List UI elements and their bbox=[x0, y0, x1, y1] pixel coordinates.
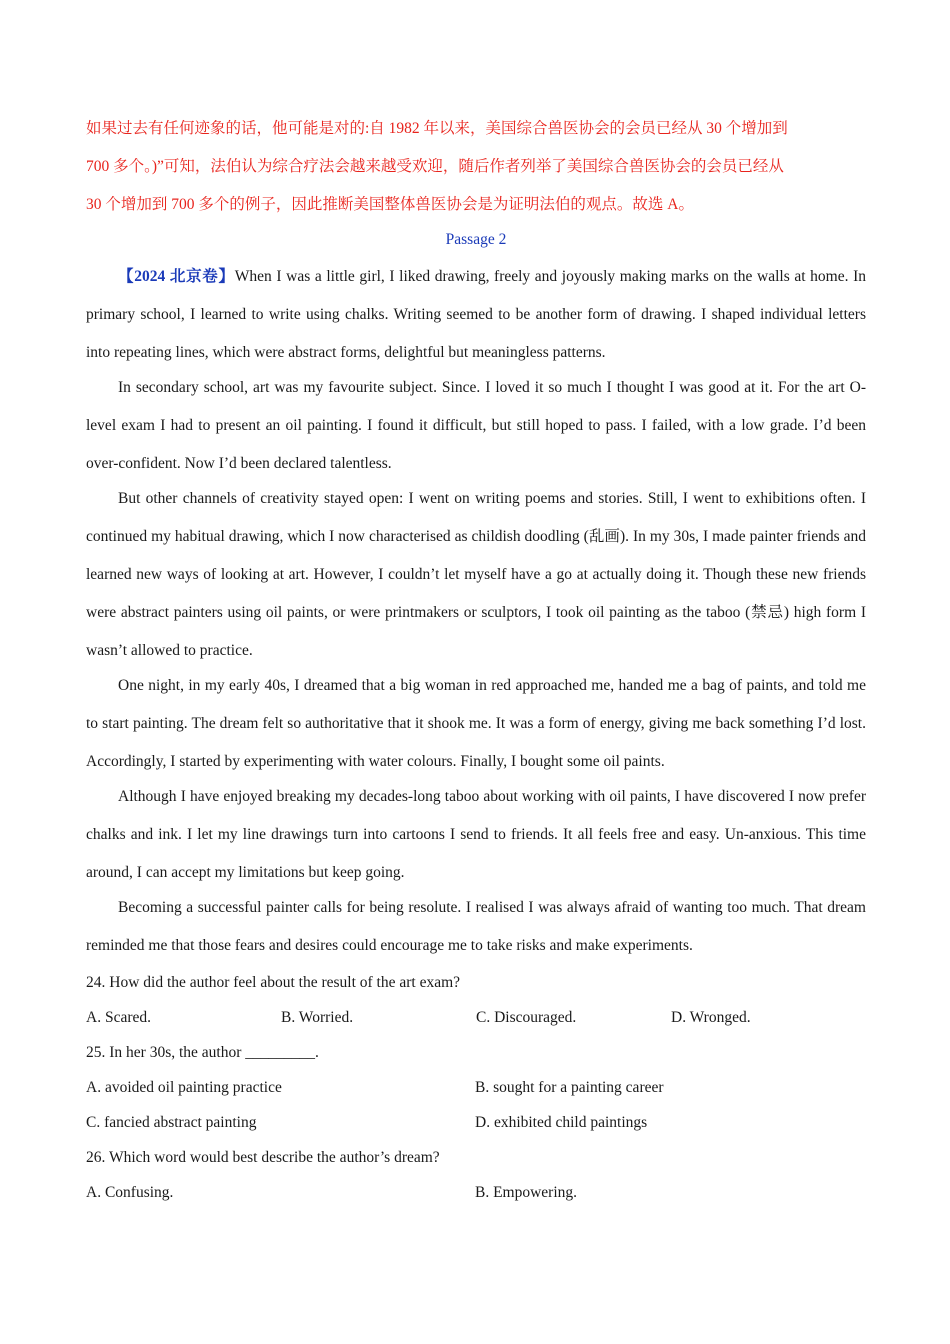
analysis-block bbox=[86, 110, 866, 224]
option-a: A. Scared. bbox=[86, 1009, 151, 1026]
option-d: D. Wronged. bbox=[671, 1009, 751, 1026]
option-a: A. avoided oil painting practice bbox=[86, 1079, 282, 1096]
passage-title: Passage 2 bbox=[445, 231, 507, 248]
question-stem: 26. Which word would best describe the author’s dream? bbox=[86, 1149, 440, 1166]
passage-paragraph: Becoming a successful painter calls for being resolute. I realised I was always afraid of wanting too much. That dream reminded me that those fears and desires could encourage me to take risks and make experiments. bbox=[86, 899, 866, 954]
paragraph-text: When I was a little girl, I liked drawing, freely and joyously making marks on the walls at home. In primary school, I learned to write using chalks. Writing seemed to be another form of drawing. I shaped individual letters into repeating lines, which were abstract forms, delightful but meaningless patterns. bbox=[86, 268, 866, 361]
question-options bbox=[86, 1070, 866, 1105]
question-stem: 25. In her 30s, the author _________. bbox=[86, 1044, 319, 1061]
analysis-line: 700 多个。)”可知，法伯认为综合疗法会越来越受欢迎，随后作者列举了美国综合兽医协会的会员已经从 bbox=[86, 158, 784, 175]
analysis-line: 如果过去有任何迹象的话，他可能是对的:自 1982 年以来，美国综合兽医协会的会员已经从 30 个增加到 bbox=[86, 120, 788, 137]
question-options bbox=[86, 1000, 866, 1035]
passage-paragraph: One night, in my early 40s, I dreamed that a big woman in red approached me, handed me a bag of paints, and told me to start painting. The dream felt so authoritative that it shook me. It was a form of energy, giving me back something I’d lost. Accordingly, I started by experimenting with water colours. Finally, I bought some oil paints. bbox=[86, 677, 866, 770]
question-stem: 24. How did the author feel about the result of the art exam? bbox=[86, 974, 461, 991]
passage-paragraph: Although I have enjoyed breaking my decades-long taboo about working with oil paints, I have discovered I now prefer chalks and ink. I let my line drawings turn into cartoons I send to friends. It all feels free and easy. Un-anxious. This time around, I can accept my limitations but keep going. bbox=[86, 788, 866, 881]
question-25 bbox=[86, 1035, 866, 1140]
question-options bbox=[86, 1175, 866, 1210]
option-c: C. fancied abstract painting bbox=[86, 1114, 257, 1131]
source-tag: 【2024 北京卷】 bbox=[118, 268, 235, 285]
analysis-line: 30 个增加到 700 多个的例子，因此推断美国整体兽医协会是为证明法伯的观点。故选 A。 bbox=[86, 196, 694, 213]
question-26 bbox=[86, 1140, 866, 1210]
document-page bbox=[86, 110, 866, 1210]
passage-paragraph: But other channels of creativity stayed open: I went on writing poems and stories. Still, I went to exhibitions often. I continued my habitual drawing, which I now characterised as childish doodling (乱画). In my 30s, I made painter friends and learned new ways of looking at art. However, I couldn’t let myself have a go at actually doing it. Though these new friends were abstract painters using oil paints, or were printmakers or sculptors, I took oil painting as the taboo (禁忌) high form I wasn’t allowed to practice. bbox=[86, 490, 866, 659]
option-c: C. Discouraged. bbox=[476, 1009, 577, 1026]
option-b: B. sought for a painting career bbox=[475, 1079, 664, 1096]
option-a: A. Confusing. bbox=[86, 1184, 174, 1201]
question-24 bbox=[86, 965, 866, 1035]
question-options bbox=[86, 1105, 866, 1140]
passage-paragraph: In secondary school, art was my favourite subject. Since. I loved it so much I thought I was good at it. For the art O-level exam I had to present an oil painting. I found it difficult, but still hoped to pass. I failed, with a low grade. I’d been over-confident. Now I’d been declared talentless. bbox=[86, 379, 866, 472]
passage-paragraph bbox=[86, 258, 866, 372]
option-b: B. Worried. bbox=[281, 1009, 354, 1026]
option-d: D. exhibited child paintings bbox=[475, 1114, 648, 1131]
option-b: B. Empowering. bbox=[475, 1184, 578, 1201]
